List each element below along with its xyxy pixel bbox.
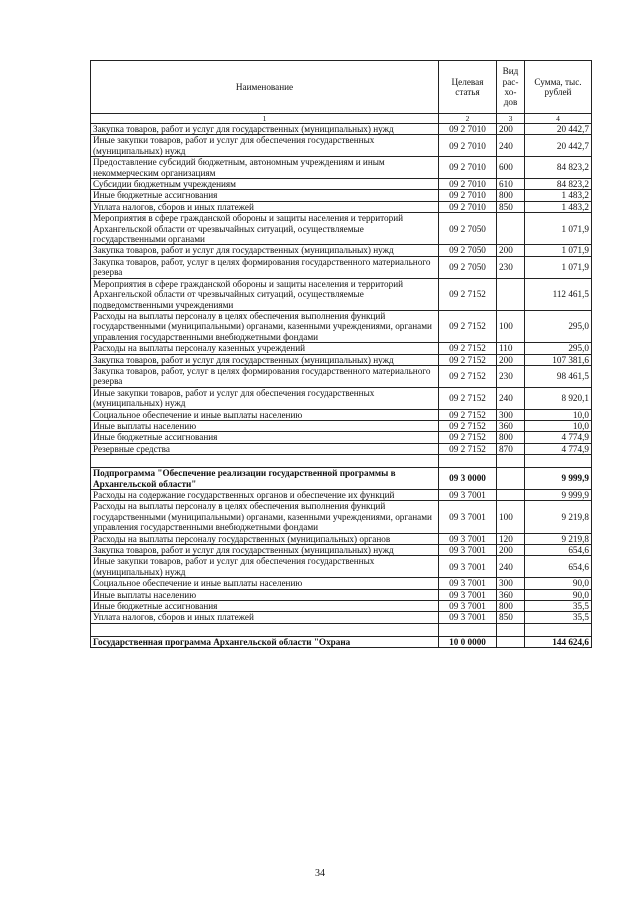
row-name: Иные закупки товаров, работ и услуг для обеспечения государственных (муниципальных) нужд <box>91 387 439 409</box>
table-row <box>91 578 592 589</box>
row-exp-type <box>497 490 525 501</box>
header-sum: Сумма, тыс. рублей <box>525 61 592 114</box>
table-row <box>91 601 592 612</box>
row-sum: 35,5 <box>525 612 592 623</box>
row-code: 09 3 7001 <box>439 501 497 533</box>
row-code: 09 3 7001 <box>439 545 497 556</box>
row-name: Уплата налогов, сборов и иных платежей <box>91 201 439 212</box>
header-name: Наименование <box>91 61 439 114</box>
row-name: Мероприятия в сфере гражданской обороны и защиты населения и территорий Архангельской области от чрезвычайных ситуаций, осуществляемые подведомственными учреждениями <box>91 278 439 310</box>
table-row <box>91 201 592 212</box>
header-code: Целевая статья <box>439 61 497 114</box>
table-row <box>91 545 592 556</box>
table-row <box>91 179 592 190</box>
budget-table <box>90 60 592 648</box>
table-row <box>91 213 592 245</box>
row-code: 09 2 7152 <box>439 443 497 454</box>
row-code: 09 2 7050 <box>439 256 497 278</box>
row-code: 09 2 7152 <box>439 278 497 310</box>
row-exp-type: 300 <box>497 409 525 420</box>
row-name: Иные закупки товаров, работ и услуг для обеспечения государственных (муниципальных) нужд <box>91 135 439 157</box>
column-numbers-row <box>91 114 592 124</box>
row-sum: 295,0 <box>525 343 592 354</box>
empty-cell <box>525 455 592 468</box>
row-sum: 1 071,9 <box>525 256 592 278</box>
row-code: 09 3 7001 <box>439 612 497 623</box>
row-name: Закупка товаров, работ и услуг для государственных (муниципальных) нужд <box>91 245 439 256</box>
empty-cell <box>525 623 592 636</box>
spacer-row <box>91 455 592 468</box>
row-exp-type: 300 <box>497 578 525 589</box>
row-sum: 20 442,7 <box>525 124 592 135</box>
row-name: Иные закупки товаров, работ и услуг для обеспечения государственных (муниципальных) нужд <box>91 556 439 578</box>
row-code: 09 2 7010 <box>439 201 497 212</box>
row-name: Закупка товаров, работ и услуг для государственных (муниципальных) нужд <box>91 124 439 135</box>
row-code: 10 0 0000 <box>439 636 497 647</box>
table-body <box>91 124 592 648</box>
row-sum: 112 461,5 <box>525 278 592 310</box>
row-exp-type: 600 <box>497 157 525 179</box>
row-name: Иные бюджетные ассигнования <box>91 432 439 443</box>
row-code: 09 2 7152 <box>439 365 497 387</box>
row-code: 09 2 7152 <box>439 343 497 354</box>
table-row <box>91 256 592 278</box>
table-row <box>91 310 592 342</box>
row-name: Расходы на выплаты персоналу в целях обеспечения выполнения функций государственными (муниципальными) органами, казенными учреждениями, органами управления государственными внебюджетными фондами <box>91 310 439 342</box>
empty-cell <box>439 623 497 636</box>
row-code: 09 3 0000 <box>439 468 497 490</box>
row-exp-type: 230 <box>497 256 525 278</box>
row-code: 09 3 7001 <box>439 601 497 612</box>
column-number: 3 <box>497 114 525 124</box>
row-sum: 654,6 <box>525 545 592 556</box>
table-row <box>91 354 592 365</box>
table-row <box>91 343 592 354</box>
row-sum: 144 624,6 <box>525 636 592 647</box>
row-code: 09 2 7010 <box>439 179 497 190</box>
row-sum: 8 920,1 <box>525 387 592 409</box>
table-row <box>91 556 592 578</box>
row-sum: 1 071,9 <box>525 245 592 256</box>
row-code: 09 2 7010 <box>439 157 497 179</box>
row-sum: 295,0 <box>525 310 592 342</box>
row-code: 09 2 7152 <box>439 354 497 365</box>
row-exp-type: 800 <box>497 432 525 443</box>
row-exp-type: 200 <box>497 245 525 256</box>
table-row <box>91 124 592 135</box>
row-name: Предоставление субсидий бюджетным, автономным учреждениям и иным некоммерческим организациям <box>91 157 439 179</box>
table-row <box>91 365 592 387</box>
row-exp-type: 100 <box>497 501 525 533</box>
row-code: 09 3 7001 <box>439 589 497 600</box>
row-exp-type: 800 <box>497 601 525 612</box>
row-name: Резервные средства <box>91 443 439 454</box>
row-exp-type: 230 <box>497 365 525 387</box>
row-name: Мероприятия в сфере гражданской обороны и защиты населения и территорий Архангельской области от чрезвычайных ситуаций, осуществляемые государственными органами <box>91 213 439 245</box>
row-exp-type: 200 <box>497 124 525 135</box>
empty-cell <box>497 455 525 468</box>
table-row <box>91 432 592 443</box>
row-name: Закупка товаров, работ, услуг в целях формирования государственного материального резерва <box>91 256 439 278</box>
row-sum: 90,0 <box>525 589 592 600</box>
row-sum: 1 483,2 <box>525 190 592 201</box>
row-sum: 654,6 <box>525 556 592 578</box>
table-row <box>91 468 592 490</box>
row-sum: 84 823,2 <box>525 157 592 179</box>
row-name: Социальное обеспечение и иные выплаты населению <box>91 409 439 420</box>
row-name: Социальное обеспечение и иные выплаты населению <box>91 578 439 589</box>
row-name: Уплата налогов, сборов и иных платежей <box>91 612 439 623</box>
row-name: Иные бюджетные ассигнования <box>91 601 439 612</box>
row-name: Расходы на выплаты персоналу государственных (муниципальных) органов <box>91 533 439 544</box>
row-exp-type: 850 <box>497 201 525 212</box>
row-sum: 9 219,8 <box>525 533 592 544</box>
row-exp-type <box>497 278 525 310</box>
row-exp-type: 100 <box>497 310 525 342</box>
row-name: Субсидии бюджетным учреждениям <box>91 179 439 190</box>
table-row <box>91 420 592 431</box>
row-name: Расходы на выплаты персоналу казенных учреждений <box>91 343 439 354</box>
row-sum: 107 381,6 <box>525 354 592 365</box>
row-exp-type: 120 <box>497 533 525 544</box>
empty-cell <box>439 455 497 468</box>
row-exp-type: 360 <box>497 589 525 600</box>
row-name: Расходы на выплаты персоналу в целях обеспечения выполнения функций государственными (муниципальными) органами, казенными учреждениями, органами управления государственными внебюджетными фондами <box>91 501 439 533</box>
row-sum: 20 442,7 <box>525 135 592 157</box>
row-exp-type: 610 <box>497 179 525 190</box>
row-name: Иные выплаты населению <box>91 420 439 431</box>
spacer-row <box>91 623 592 636</box>
row-name: Расходы на содержание государственных органов и обеспечение их функций <box>91 490 439 501</box>
row-exp-type: 850 <box>497 612 525 623</box>
row-code: 09 3 7001 <box>439 533 497 544</box>
row-sum: 10,0 <box>525 420 592 431</box>
row-exp-type: 110 <box>497 343 525 354</box>
row-name: Государственная программа Архангельской области "Охрана <box>91 636 439 647</box>
column-number: 1 <box>91 114 439 124</box>
row-sum: 90,0 <box>525 578 592 589</box>
row-sum: 4 774,9 <box>525 443 592 454</box>
row-exp-type: 200 <box>497 545 525 556</box>
row-name: Подпрограмма "Обеспечение реализации государственной программы в Архангельской области" <box>91 468 439 490</box>
table-row <box>91 612 592 623</box>
table-row <box>91 443 592 454</box>
row-exp-type: 240 <box>497 387 525 409</box>
empty-cell <box>91 623 439 636</box>
row-name: Закупка товаров, работ, услуг в целях формирования государственного материального резерва <box>91 365 439 387</box>
row-exp-type: 240 <box>497 556 525 578</box>
row-sum: 9 999,9 <box>525 490 592 501</box>
table-row <box>91 501 592 533</box>
row-exp-type: 360 <box>497 420 525 431</box>
table-row <box>91 589 592 600</box>
row-exp-type: 240 <box>497 135 525 157</box>
row-code: 09 2 7152 <box>439 310 497 342</box>
column-number: 2 <box>439 114 497 124</box>
row-name: Закупка товаров, работ и услуг для государственных (муниципальных) нужд <box>91 545 439 556</box>
row-code: 09 2 7152 <box>439 387 497 409</box>
header-exp-type: Вид рас-хо-дов <box>497 61 525 114</box>
row-exp-type: 870 <box>497 443 525 454</box>
table-row <box>91 533 592 544</box>
row-exp-type <box>497 213 525 245</box>
row-sum: 84 823,2 <box>525 179 592 190</box>
empty-cell <box>497 623 525 636</box>
row-code: 09 2 7010 <box>439 124 497 135</box>
table-row <box>91 636 592 647</box>
row-exp-type <box>497 636 525 647</box>
column-number: 4 <box>525 114 592 124</box>
row-code: 09 2 7152 <box>439 409 497 420</box>
row-code: 09 2 7152 <box>439 420 497 431</box>
table-header-row <box>91 61 592 114</box>
page-number: 34 <box>315 868 325 879</box>
row-sum: 98 461,5 <box>525 365 592 387</box>
row-sum: 9 219,8 <box>525 501 592 533</box>
row-code: 09 2 7152 <box>439 432 497 443</box>
row-code: 09 2 7050 <box>439 245 497 256</box>
row-code: 09 2 7010 <box>439 190 497 201</box>
table-row <box>91 387 592 409</box>
row-code: 09 2 7050 <box>439 213 497 245</box>
table-row <box>91 245 592 256</box>
table-row <box>91 490 592 501</box>
row-exp-type: 800 <box>497 190 525 201</box>
row-sum: 4 774,9 <box>525 432 592 443</box>
row-code: 09 2 7010 <box>439 135 497 157</box>
row-exp-type: 200 <box>497 354 525 365</box>
row-name: Иные бюджетные ассигнования <box>91 190 439 201</box>
table-row <box>91 135 592 157</box>
row-sum: 10,0 <box>525 409 592 420</box>
row-name: Иные выплаты населению <box>91 589 439 600</box>
row-code: 09 3 7001 <box>439 490 497 501</box>
row-sum: 1 483,2 <box>525 201 592 212</box>
row-code: 09 3 7001 <box>439 578 497 589</box>
table-row <box>91 190 592 201</box>
row-sum: 35,5 <box>525 601 592 612</box>
row-code: 09 3 7001 <box>439 556 497 578</box>
row-exp-type <box>497 468 525 490</box>
row-sum: 1 071,9 <box>525 213 592 245</box>
row-name: Закупка товаров, работ и услуг для государственных (муниципальных) нужд <box>91 354 439 365</box>
table-row <box>91 409 592 420</box>
row-sum: 9 999,9 <box>525 468 592 490</box>
table-row <box>91 157 592 179</box>
table-row <box>91 278 592 310</box>
empty-cell <box>91 455 439 468</box>
